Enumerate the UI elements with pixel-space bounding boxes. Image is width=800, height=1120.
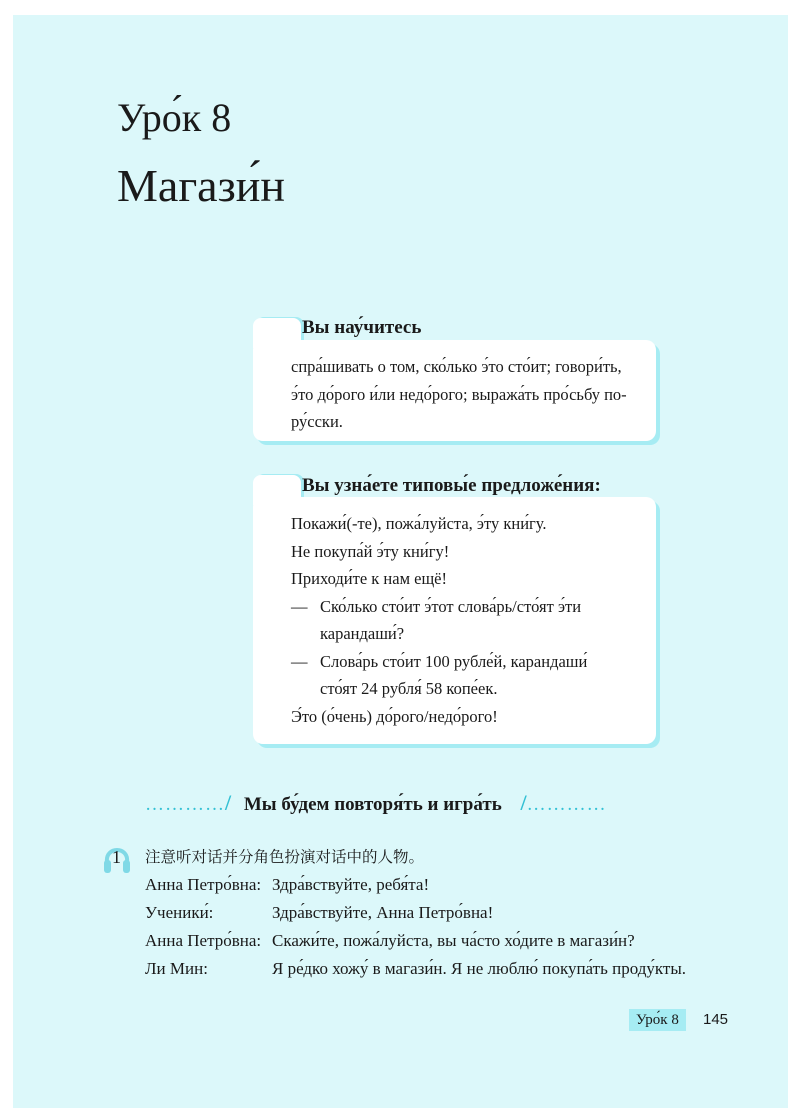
dialog-question: — Ско́лько сто́ит э́тот слова́рь/сто́ят э́ти (291, 593, 646, 621)
dialog-text: Скажи́те, пожа́луйста, вы ча́сто хо́дите в магази́н? (272, 931, 635, 950)
dialog-answer-cont: сто́ят 24 рубля́ 58 копе́ек. (320, 679, 498, 698)
section-title-text: Мы бу́дем повторя́ть и игра́ть (243, 794, 502, 815)
dialog-speaker: Анна Петро́вна: (145, 931, 262, 950)
lesson-title: Магази́н (117, 160, 286, 211)
footer-lesson-label: Уро́к 8 (629, 1009, 686, 1031)
dash: — (291, 596, 308, 616)
exercise-number: 1 (112, 847, 121, 867)
dots-left: ………… (145, 794, 225, 815)
dialog-answer: — Слова́рь сто́ит 100 рубле́й, карандаши́ (291, 648, 646, 676)
lesson-number: Уро́к 8 (117, 95, 232, 140)
dots-right: ………… (526, 794, 607, 815)
section-title (145, 788, 690, 820)
dialog-question-cont: карандаши́? (320, 624, 405, 643)
phrase-line: Э́то (о́чень) до́рого/недо́рого! (291, 706, 498, 726)
dialog-speaker: Анна Петро́вна: (145, 875, 262, 894)
dialog-speaker: Ли Мин: (145, 959, 208, 978)
phrases-box-text (291, 510, 646, 730)
learn-box-text (291, 353, 643, 436)
page-number: 145 (703, 1011, 729, 1028)
dialog-text: Здра́вствуйте, ребя́та! (272, 875, 430, 894)
learn-box-heading: Вы нау́читесь (302, 317, 422, 338)
phrases-box-heading: Вы узна́ете типовы́е предложе́ния: (302, 475, 601, 496)
dialog-speaker: Ученики́: (145, 903, 214, 922)
phrase-line: Покажи́(-те), пожа́луйста, э́ту кни́гу. (291, 514, 547, 533)
phrase-line: Не покупа́й э́ту кни́гу! (291, 541, 450, 561)
slash-left: / (225, 790, 232, 815)
dialog-text: Здра́вствуйте, Анна Петро́вна! (272, 903, 494, 922)
dialog-text: Я ре́дко хожу́ в магази́н. Я не люблю́ покупа́ть проду́кты. (272, 959, 686, 978)
learn-line: ру́сски. (291, 412, 343, 431)
learn-line: э́то до́рого и́ли недо́рого; выража́ть про́сьбу по- (291, 384, 627, 404)
slash-right: / (520, 790, 527, 815)
phrase-line: Приходи́те к нам ещё! (291, 569, 447, 588)
learn-line: спра́шивать о том, ско́лько э́то сто́ит; говори́ть, (291, 357, 622, 376)
exercise-instruction: 注意听对话并分角色扮演对话中的人物。 (145, 848, 425, 866)
dash: — (291, 651, 308, 671)
